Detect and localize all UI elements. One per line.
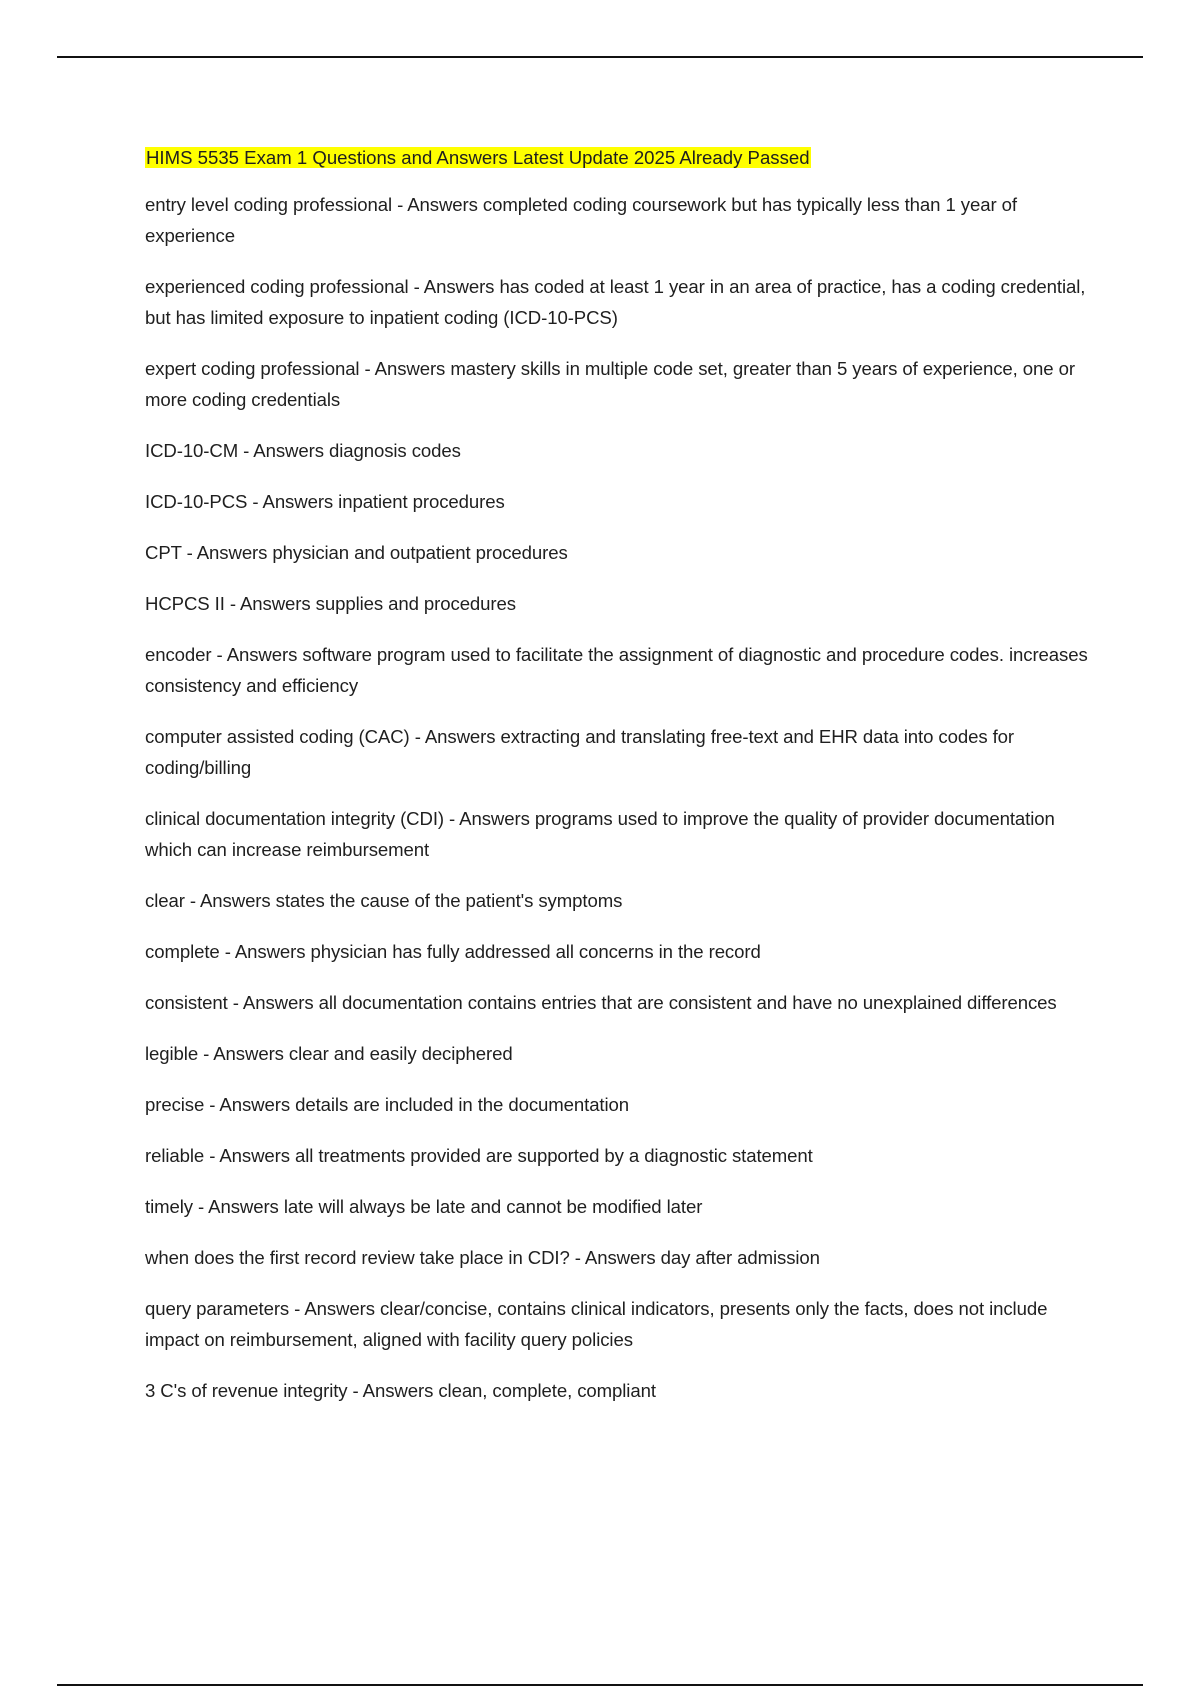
qa-item: ICD-10-PCS - Answers inpatient procedures — [145, 491, 505, 512]
qa-item: precise - Answers details are included in the documentation — [145, 1094, 630, 1115]
qa-item: computer assisted coding (CAC) - Answers extracting and translating free-text and EHR data into codes for coding/billing — [145, 726, 1014, 778]
qa-item: consistent - Answers all documentation contains entries that are consistent and have no unexplained differences — [145, 992, 1057, 1013]
qa-item: reliable - Answers all treatments provided are supported by a diagnostic statement — [145, 1145, 813, 1166]
qa-item: query parameters - Answers clear/concise, contains clinical indicators, presents only the facts, does not include impact on reimbursement, aligned with facility query policies — [145, 1298, 1048, 1350]
qa-item: ICD-10-CM - Answers diagnosis codes — [145, 440, 461, 461]
qa-item: CPT - Answers physician and outpatient procedures — [145, 542, 568, 563]
qa-item: clear - Answers states the cause of the patient's symptoms — [145, 890, 623, 911]
document-body — [145, 143, 1090, 1426]
qa-item: expert coding professional - Answers mastery skills in multiple code set, greater than 5 years of experience, one or more coding credentials — [145, 358, 1075, 410]
qa-item: complete - Answers physician has fully addressed all concerns in the record — [145, 941, 761, 962]
qa-item: legible - Answers clear and easily deciphered — [145, 1043, 513, 1064]
qa-item: 3 C's of revenue integrity - Answers clean, complete, compliant — [145, 1380, 656, 1401]
header-rule — [57, 56, 1143, 58]
qa-item: experienced coding professional - Answers has coded at least 1 year in an area of practice, has a coding credential, but has limited exposure to inpatient coding (ICD-10-PCS) — [145, 276, 1086, 328]
qa-item: when does the first record review take place in CDI? - Answers day after admission — [145, 1247, 820, 1268]
qa-item: timely - Answers late will always be late and cannot be modified later — [145, 1196, 703, 1217]
qa-item: HCPCS II - Answers supplies and procedures — [145, 593, 516, 614]
qa-item: clinical documentation integrity (CDI) - Answers programs used to improve the quality of provider documentation which can increase reimbursement — [145, 808, 1055, 860]
qa-item: encoder - Answers software program used to facilitate the assignment of diagnostic and procedure codes. increases consistency and efficiency — [145, 644, 1088, 696]
highlighted-title-text: HIMS 5535 Exam 1 Questions and Answers Latest Update 2025 Already Passed — [146, 147, 810, 168]
qa-item: entry level coding professional - Answers completed coding coursework but has typically less than 1 year of experience — [145, 194, 1017, 246]
footer-rule — [57, 1684, 1143, 1686]
document-title — [145, 143, 1090, 173]
